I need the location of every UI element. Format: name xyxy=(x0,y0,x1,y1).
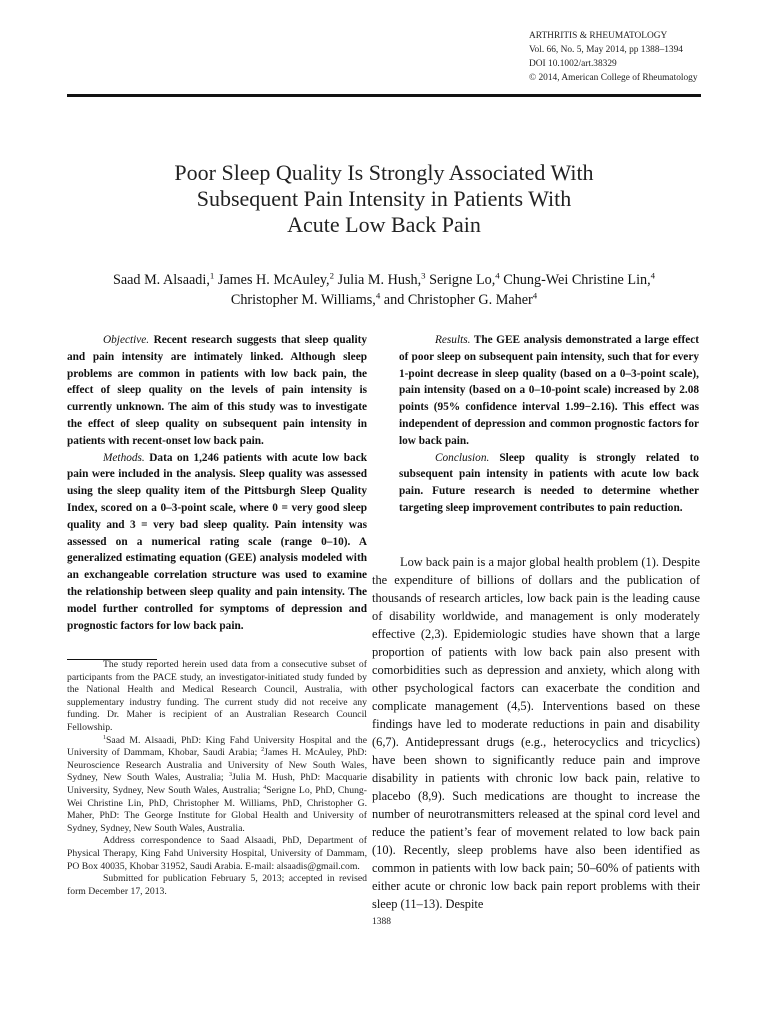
author-affiliation: 4 xyxy=(532,290,538,301)
author-affiliation: 1 xyxy=(209,270,215,281)
author-name: Saad M. Alsaadi, xyxy=(112,272,210,288)
journal-volume: Vol. 66, No. 5, May 2014, pp 1388–1394 xyxy=(529,45,683,55)
author-name: Chung-Wei Christine Lin, xyxy=(503,272,651,288)
abstract-conclusion xyxy=(399,450,699,517)
objective-label: Objective. xyxy=(103,334,150,346)
page-number: 1388 xyxy=(372,917,391,927)
affiliation-number: 3 xyxy=(228,772,232,779)
affiliation-number: 1 xyxy=(103,734,106,741)
affiliation-text: James H. McAuley, PhD: Neuroscience Research Australia and University of New South Wales, Sydney, New South Wales, Australia; xyxy=(67,747,367,784)
author-affiliation: 4 xyxy=(495,270,500,281)
author-name: and Christopher G. Maher xyxy=(383,292,533,308)
abstract-methods xyxy=(67,450,367,635)
footnotes xyxy=(67,659,367,898)
affiliation-text: Serigne Lo, PhD, Chung-Wei Christine Lin, PhD, Christopher M. Williams, PhD, Christopher G. Maher, PhD: The George Institute for Global Health and University of Sydney, Sydney, New South Wales, Australia. xyxy=(67,784,367,834)
title-line-2: Subsequent Pain Intensity in Patients With xyxy=(196,186,572,211)
affiliation-text: Julia M. Hush, PhD: Macquarie University, Sydney, New South Wales, Australia; xyxy=(67,772,367,796)
author-name: James H. McAuley, xyxy=(217,272,330,288)
author-affiliation: 3 xyxy=(421,270,426,281)
header-rule xyxy=(67,94,701,97)
author-line-2 xyxy=(40,290,728,310)
footnote-submitted: Submitted for publication February 5, 2013; accepted in revised form December 17, 2013. xyxy=(67,873,367,897)
abstract-left-column xyxy=(67,332,367,634)
body-text-column xyxy=(372,553,700,913)
author-list xyxy=(40,270,728,310)
abstract-right-column xyxy=(399,332,699,517)
affiliation-number: 2 xyxy=(261,746,265,753)
body-paragraph: Low back pain is a major global health problem (1). Despite the expenditure of billions of dollars and the publication of thousands of research articles, low back pain is the leading cause of disability worldwide, and management is only moderately effective (2,3). Epidemiologic studies have shown that a large proportion of patients with low back pain also present with comorbidities such as depression and anxiety, which along with other psychological factors can exacerbate the condition and complicate management (4,5). Interventions based on these findings have led to moderate reductions in pain and disability (6,7). Antidepressant drugs (e.g., heterocyclics and tricyclics) have been shown to significantly reduce pain and improve disability in patients with chronic low back pain, relative to placebo (8,9). Such medications are thought to increase the number of neurotransmitters released at the spinal cord level and reduce the patient’s fear of movement related to low back pain (10). Recently, sleep problems have also been identified as common in patients with low back pain; 50–60% of patients with either acute or chronic low back pain report problems with their sleep (11–13). Despite xyxy=(372,555,700,911)
author-affiliation: 2 xyxy=(329,270,335,281)
results-text: The GEE analysis demonstrated a large effect of poor sleep on subsequent pain intensity, such that for every 1-point decrease in sleep quality (based on a 0–3-point scale), pain intensity (based on a 0–10-point scale) increased by 2.08 points (95% confidence interval 1.99−2.16). This effect was independent of depression and common prognostic factors for low back pain. xyxy=(399,334,700,447)
author-affiliation: 4 xyxy=(650,270,656,281)
author-name: Julia M. Hush, xyxy=(337,272,422,288)
results-label: Results. xyxy=(435,334,471,346)
title-line-3: Acute Low Back Pain xyxy=(287,212,481,237)
footnote-affiliations xyxy=(67,735,367,836)
title-line-1: Poor Sleep Quality Is Strongly Associated With xyxy=(174,160,594,185)
journal-copyright: © 2014, American College of Rheumatology xyxy=(529,73,698,83)
author-affiliation: 4 xyxy=(375,290,381,301)
conclusion-text: Sleep quality is strongly related to subsequent pain intensity in patients with acute low back pain. Future research is needed to determine whether targeting sleep improvement contributes to pain reduction. xyxy=(399,451,699,514)
objective-text: Recent research suggests that sleep quality and pain intensity are intimately linked. Although sleep problems are common in patients with low back pain, the effect of sleep quality on the levels of pain intensity is currently unknown. The aim of this study was to investigate the effect of sleep quality on subsequent pain intensity in patients with recent-onset low back pain. xyxy=(67,334,367,447)
methods-label: Methods. xyxy=(103,451,145,464)
journal-header xyxy=(529,29,759,85)
journal-doi: DOI 10.1002/art.38329 xyxy=(529,59,617,69)
footnote-study: The study reported herein used data from a consecutive subset of participants from the PACE study, an investigator-initiated study funded by the National Health and Medical Research Council, Australia, with supplementary industry funding. The current study did not receive any funding. Dr. Maher is recipient of an Australian Research Council Fellowship. xyxy=(67,659,367,733)
author-name: Christopher M. Williams, xyxy=(230,292,376,308)
abstract-results xyxy=(399,332,699,450)
affiliation-text: Saad M. Alsaadi, PhD: King Fahd University Hospital and the University of Dammam, Khobar, Saudi Arabia; xyxy=(67,734,367,759)
abstract-objective xyxy=(67,332,367,450)
author-line-1 xyxy=(40,270,728,290)
conclusion-label: Conclusion. xyxy=(435,451,490,464)
author-name: Serigne Lo, xyxy=(429,272,496,288)
article-title xyxy=(100,160,668,238)
journal-name: ARTHRITIS & RHEUMATOLOGY xyxy=(529,31,668,41)
methods-text: Data on 1,246 patients with acute low back pain were included in the analysis. Sleep quality was assessed using the sleep quality item of the Pittsburgh Sleep Quality Index, scored on a 0–3-point scale, where 0 = very good sleep quality and 3 = very bad sleep quality. Pain intensity was assessed on a numerical rating scale (range 0–10). A generalized estimating equation (GEE) analysis modeled with an exchangeable correlation structure was used to examine the relationship between sleep quality and pain intensity. The model further controlled for symptoms of depression and prognostic factors for low back pain. xyxy=(67,451,368,632)
affiliation-number: 4 xyxy=(263,784,267,791)
footnote-correspondence: Address correspondence to Saad Alsaadi, PhD, Department of Physical Therapy, King Fahd University Hospital, University of Dammam, PO Box 40035, Khobar 31952, Saudi Arabia. E-mail: alsaadis@gmail.com. xyxy=(67,835,367,872)
